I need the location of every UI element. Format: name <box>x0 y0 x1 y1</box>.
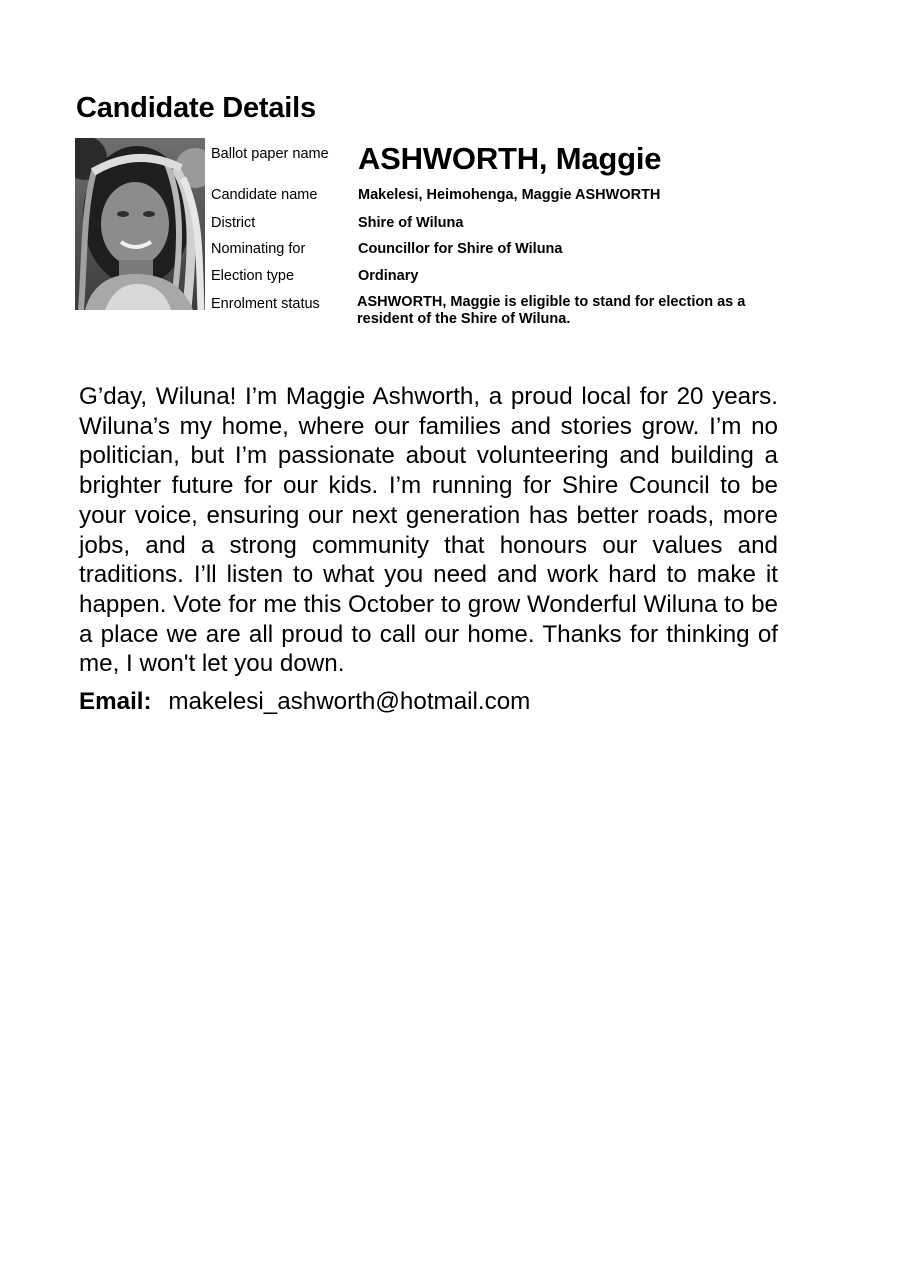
label-ballot-paper-name: Ballot paper name <box>211 146 329 162</box>
label-election-type: Election type <box>211 268 295 284</box>
label-candidate-name: Candidate name <box>211 187 318 203</box>
value-candidate-name: Makelesi, Heimohenga, Maggie ASHWORTH <box>358 187 661 203</box>
email-value: makelesi_ashworth@hotmail.com <box>168 688 531 715</box>
label-enrolment-status: Enrolment status <box>211 296 320 312</box>
value-ballot-paper-name: ASHWORTH, Maggie <box>358 141 662 176</box>
candidate-statement: G’day, Wiluna! I’m Maggie Ashworth, a proud local for 20 years. Wiluna’s my home, where our families and stories grow. I’m no politician, but I’m passionate about volunteering and building a brighter future for our kids. I’m running for Shire Council to be your voice, ensuring our next generation has better roads, more jobs, and a strong community that honours our values and traditions. I’ll listen to what you need and work hard to make it happen. Vote for me this October to grow Wonderful Wiluna to be a place we are all proud to call our home. Thanks for thinking of me, I won't let you down. <box>79 383 778 678</box>
email-line <box>79 688 530 716</box>
row-ballot-paper-name <box>211 141 791 182</box>
candidate-portrait-icon <box>75 138 205 310</box>
label-nominating-for: Nominating for <box>211 241 306 257</box>
value-district: Shire of Wiluna <box>358 215 464 231</box>
page-title: Candidate Details <box>76 92 316 124</box>
value-nominating-for: Councillor for Shire of Wiluna <box>358 241 563 257</box>
candidate-photo <box>75 138 205 310</box>
value-election-type: Ordinary <box>358 268 419 284</box>
email-label: Email: <box>79 688 152 715</box>
value-enrolment-status: ASHWORTH, Maggie is eligible to stand for election as a resident of the Shire of Wiluna. <box>357 294 746 327</box>
label-district: District <box>211 215 256 231</box>
